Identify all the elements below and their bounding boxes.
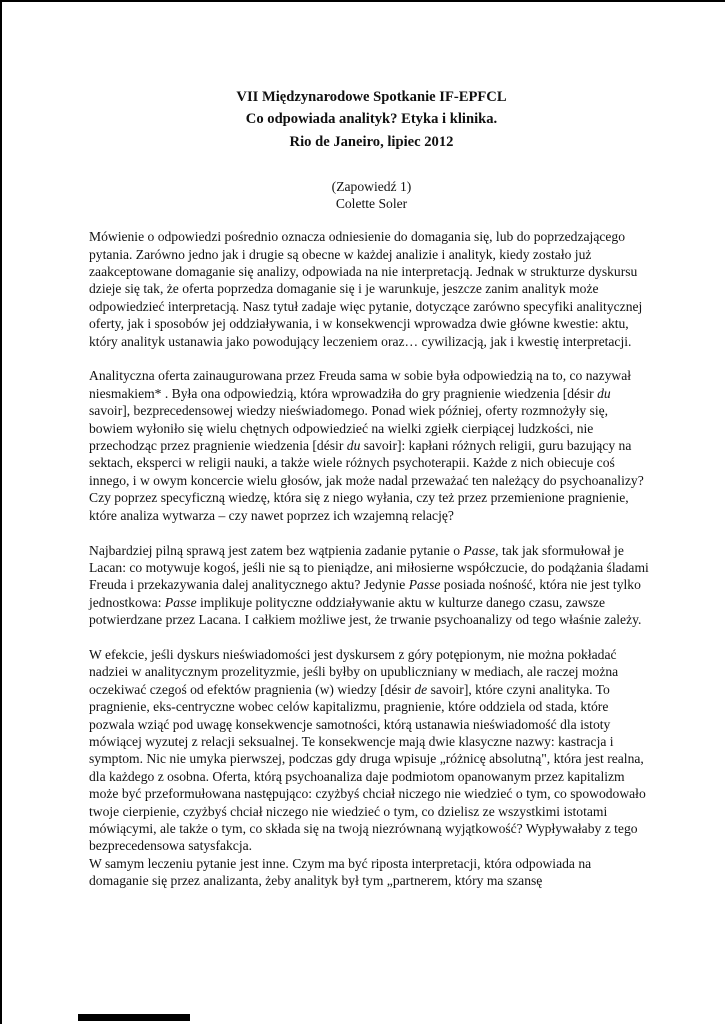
author-name: Colette Soler [335,196,408,212]
paragraph [89,542,654,629]
italic-text-run: Passe [408,577,441,593]
paragraph [89,228,654,350]
byline-block [89,178,654,212]
text-run: W efekcie, jeśli dyskurs nieświadomości jest dyskursem z góry potępionym, nie można pokładać nadziei w analitycznym prozelityzmie, jeśli byłby on upubliczniany w mediach, ale raczej można oczekiwać czegoś od efektów pragnienia (w) wiedzy [désir [89,646,619,697]
text-run: savoir], które czyni analityka. To pragnienie, eks-centryczne wobec celów kapitalizmu, pragnienie, które oddziela od stada, które pozwala wziąć pod uwagę konsekwencje samotności, którą ustanawia nieświadomość dla istoty mówiącej wyzutej z relacji seksualnej. Te konsekwencje mają dwie klasyczne nazwy: kastracja i symptom. Nic nie umyka pierwszej, podczas gdy druga wpisuje „różnicę absolutną", która jest realna, dla każdego z osobna. Oferta, którą psychoanaliza daje podmiotom opanowanym przez kapitalizm może być przeformułowana następująco: czyżbyś chciał niczego nie wiedzieć o tym, co spowodowało twoje cierpienie, czyżbyś chciał niczego nie wiedzieć o tym, co dzielisz ze wszystkimi istotami mówiącymi, ale także o tym, co składa się na twoją niezrównaną wyjątkowość? Wypływałaby z tego bezprecedensowa satysfakcja. [89,681,646,854]
text-run: implikuje polityczne oddziaływanie aktu w kulturze danego czasu, zawsze potwierdzane przez Lacana. I całkiem możliwe jest, że trwanie psychoanalizy od tego właśnie zależy. [89,594,642,628]
italic-text-run: du [346,438,361,454]
title-line-3: Rio de Janeiro, lipiec 2012 [289,133,454,150]
text-run: Najbardziej pilną sprawą jest zatem bez wątpienia zadanie pytanie o [89,542,464,558]
italic-text-run: du [597,385,611,401]
body-paragraphs [89,228,654,889]
italic-text-run: Passe [164,594,197,610]
page-content [89,86,654,890]
text-run: posiada nośność, która nie jest tylko jednostkowa: [89,577,641,610]
announcement-label: (Zapowiedź 1) [331,179,412,195]
text-run: savoir]: kapłani różnych religii, guru bazujący na sektach, eksperci w religii nauki, a także wiele różnych psychoterapii. Każde z nich obiecuje coś innego, i w owym koncercie wielu głosów, jak może nadal przeważać ten należący do psychoanalizy? Czy poprzez specyficzną wiedzę, która się z niego wyłania, czy też przez przemienione pragnienie, które analiza wytwarza – czy nawet poprzez ich wzajemną relację? [89,438,644,523]
text-run: Analityczna oferta zainaugurowana przez Freuda sama w sobie była odpowiedzią na to, co nazywał niesmakiem* . Była ona odpowiedzią, która wprowadziła do gry pragnienie wiedzenia [désir [89,368,632,401]
title-line-2: Co odpowiada analityk? Etyka i klinika. [245,111,498,128]
paragraph [89,367,654,524]
paragraph [89,855,654,890]
text-run: , tak jak sformułował je Lacan: co motywuje kogoś, jeśli nie są to pieniądze, ani miłosierne współczucie, do podążania śladami Freuda i przekazywania dalej analitycznego aktu? Jedynie [89,542,649,593]
document-title-block [89,86,654,153]
italic-text-run: Passe [463,542,496,558]
paragraph [89,646,654,855]
title-line-1: VII Międzynarodowe Spotkanie IF-EPFCL [236,89,507,105]
italic-text-run: de [414,681,428,697]
text-run: savoir], bezprecedensowej wiedzy nieświadomego. Ponad wiek później, oferty rozmnożyły się, bowiem wyłoniło się wielu chętnych odpowiedzieć na wielki zgiełk cierpiącej ludzkości, nie przechodząc przez pragnienie wiedzenia [désir [89,403,609,454]
text-run: Mówienie o odpowiedzi pośrednio oznacza odniesienie do domagania się, lub do poprzedzającego pytania. Zarówno jedno jak i drugie są obecne w każdej analizie i analityk, kiedy zostało już zaakceptowane domaganie się analizy, odpowiada na nie interpretacją. Jednak w strukturze dyskursu dzieje się tak, że oferta poprzedza domaganie się i je warunkuje, jeszcze zanim analityk może odpowiedzieć interpretacją. Nasz tytuł zadaje więc pytanie, dotyczące zarówno specyfiki analitycznej oferty, jak i sposobów jej oddziaływania, i w konsekwencji wprowadza dwie główne kwestie: aktu, który analityk ustanawia jako powodujący leczeniem oraz… cywilizacją, jak i kwestię interpretacji. [89,229,643,349]
scan-edge-top-artifact [0,0,725,2]
scan-bottom-mark-artifact [78,1014,190,1021]
text-run: W samym leczeniu pytanie jest inne. Czym ma być riposta interpretacji, która odpowiada na domaganie się przez analizanta, żeby analityk był tym „partnerem, który ma szansę [89,855,592,889]
scan-edge-left-artifact [0,0,2,1024]
